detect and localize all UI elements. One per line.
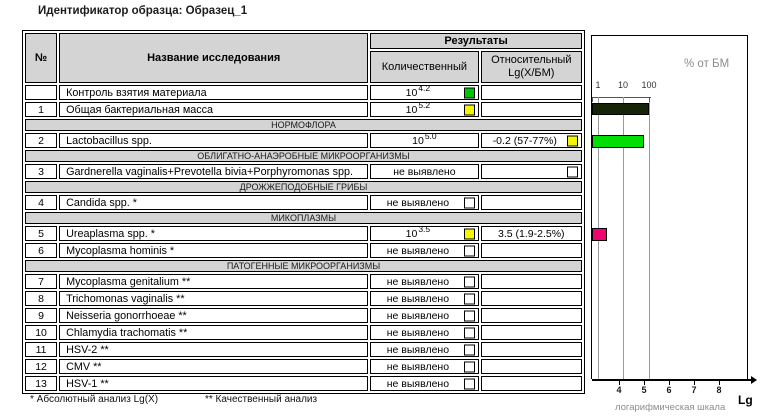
section-row (25, 119, 582, 131)
exponent: 5.0 (424, 131, 437, 141)
table-row (25, 376, 582, 391)
relative-value (481, 308, 582, 323)
value-text: не выявлено (386, 275, 450, 288)
table-row (25, 274, 582, 289)
lg-axis-tick-label: 5 (641, 385, 647, 395)
value-text: не выявлено (386, 360, 450, 373)
test-name: Mycoplasma hominis * (59, 243, 368, 258)
white-marker-icon (464, 276, 475, 287)
row-number: 3 (25, 164, 57, 179)
value-text: -0.2 (57-77%) (492, 134, 557, 147)
test-name: Candida spp. * (59, 195, 368, 210)
top-scale-tick (649, 97, 650, 102)
white-marker-icon (464, 310, 475, 321)
value-text: не выявлено (386, 377, 450, 390)
table-row (25, 308, 582, 323)
white-marker-icon (464, 327, 475, 338)
test-name: Trichomonas vaginalis ** (59, 291, 368, 306)
table-row (25, 102, 582, 117)
column-header-relative: Относительный Lg(X/БМ) (481, 51, 582, 83)
row-number: 13 (25, 376, 57, 391)
lg-axis-tick-label: 6 (666, 385, 672, 395)
row-number: 11 (25, 342, 57, 357)
chart-bar (592, 135, 644, 148)
test-name: Lactobacillus spp. (59, 133, 368, 148)
quantitative-value (370, 164, 478, 179)
relative-value (481, 102, 582, 117)
quantitative-value (370, 325, 478, 340)
column-header-results: Результаты (370, 33, 582, 49)
yellow-marker-icon (464, 228, 475, 239)
value-text: не выявлено (386, 244, 450, 257)
table-row (25, 164, 582, 179)
row-number: 7 (25, 274, 57, 289)
section-label: НОРМОФЛОРА (25, 119, 582, 131)
lg-axis-unit-label: Lg (738, 393, 753, 407)
test-name: Общая бактериальная масса (59, 102, 368, 117)
top-scale-tick-label: 1 (595, 80, 601, 90)
row-number: 1 (25, 102, 57, 117)
table-row (25, 133, 582, 148)
value-text: $10^{3.5}$ (405, 224, 431, 240)
results-table-body (25, 85, 582, 391)
white-marker-icon (464, 378, 475, 389)
lg-axis-line (592, 379, 752, 381)
relative-value (481, 291, 582, 306)
table-row (25, 226, 582, 241)
quantitative-value (370, 291, 478, 306)
yellow-marker-icon (464, 104, 475, 115)
value-text: 3.5 (1.9-2.5%) (498, 227, 565, 240)
relative-value (481, 164, 582, 179)
value-text: не выявлено (386, 343, 450, 356)
value-text: не выявлено (386, 326, 450, 339)
green-marker-icon (464, 87, 475, 98)
row-number: 8 (25, 291, 57, 306)
row-number: 2 (25, 133, 57, 148)
test-name: HSV-2 ** (59, 342, 368, 357)
section-row (25, 181, 582, 193)
relative-value (481, 85, 582, 100)
column-header-name: Название исследования (59, 33, 368, 83)
white-marker-icon (464, 245, 475, 256)
value-text: не выявлено (393, 165, 456, 178)
quantitative-value (370, 243, 478, 258)
quantitative-value (370, 102, 478, 117)
footnote-qualitative-analysis: ** Качественный анализ (205, 394, 318, 405)
row-number: 6 (25, 243, 57, 258)
relative-value (481, 359, 582, 374)
row-number: 4 (25, 195, 57, 210)
test-name: Mycoplasma genitalium ** (59, 274, 368, 289)
chart-title: % от БМ (684, 58, 730, 70)
value-text: не выявлено (386, 292, 450, 305)
column-header-quantitative: Количественный (370, 51, 478, 83)
percent-chart-panel (591, 35, 753, 413)
relative-value (481, 226, 582, 241)
value-text: не выявлено (386, 196, 450, 209)
chart-bar (592, 103, 649, 115)
white-marker-icon (464, 197, 475, 208)
relative-value (481, 376, 582, 391)
table-row (25, 342, 582, 357)
quantitative-value (370, 274, 478, 289)
yellow-marker-icon (567, 135, 578, 146)
test-name: Ureaplasma spp. * (59, 226, 368, 241)
exponent: 5.2 (418, 100, 431, 110)
white-marker-icon (464, 344, 475, 355)
quantitative-value (370, 308, 478, 323)
lg-axis-tick-label: 8 (716, 385, 722, 395)
quantitative-value (370, 195, 478, 210)
quantitative-value (370, 342, 478, 357)
white-marker-icon (464, 361, 475, 372)
table-row (25, 359, 582, 374)
percent-gridline (649, 97, 650, 379)
row-number: 10 (25, 325, 57, 340)
test-name: Gardnerella vaginalis+Prevotella bivia+Porphyromonas spp. (59, 164, 368, 179)
test-name: Chlamydia trachomatis ** (59, 325, 368, 340)
relative-value (481, 274, 582, 289)
section-label: ОБЛИГАТНО-АНАЭРОБНЫЕ МИКРООРГАНИЗМЫ (25, 150, 582, 162)
section-label: МИКОПЛАЗМЫ (25, 212, 582, 224)
section-label: ДРОЖЖЕПОДОБНЫЕ ГРИБЫ (25, 181, 582, 193)
value-text: $10^{5.2}$ (405, 100, 431, 116)
chart-bar (592, 228, 607, 241)
footnote-absolute-analysis: * Абсолютный анализ Lg(X) (30, 394, 159, 405)
white-marker-icon (567, 166, 578, 177)
value-text: не выявлено (386, 309, 450, 322)
lg-axis-tick-label: 4 (616, 385, 622, 395)
quantitative-value (370, 359, 478, 374)
top-scale-axis (592, 97, 651, 98)
test-name: HSV-1 ** (59, 376, 368, 391)
row-number: 5 (25, 226, 57, 241)
section-row (25, 212, 582, 224)
table-row (25, 243, 582, 258)
test-name: Neisseria gonorrhoeae ** (59, 308, 368, 323)
top-scale-tick-label: 100 (641, 80, 657, 90)
section-row (25, 260, 582, 272)
quantitative-value (370, 376, 478, 391)
table-row (25, 325, 582, 340)
axis-caption: логарифмическая шкала (615, 402, 726, 413)
relative-value (481, 195, 582, 210)
row-number: 12 (25, 359, 57, 374)
section-label: ПАТОГЕННЫЕ МИКРООРГАНИЗМЫ (25, 260, 582, 272)
test-name: Контроль взятия материала (59, 85, 368, 100)
test-name: CMV ** (59, 359, 368, 374)
top-scale-tick (592, 97, 593, 102)
value-text: $10^{4.2}$ (405, 83, 431, 99)
table-row (25, 85, 582, 100)
value-text: $10^{5.0}$ (412, 131, 437, 147)
exponent: 4.2 (418, 83, 431, 93)
relative-value (481, 243, 582, 258)
relative-value (481, 342, 582, 357)
axis-arrow-icon (751, 376, 757, 384)
quantitative-value (370, 226, 478, 241)
relative-value (481, 133, 582, 148)
table-row (25, 195, 582, 210)
lg-axis-tick-label: 7 (691, 385, 697, 395)
table-row (25, 291, 582, 306)
quantitative-value (370, 133, 478, 148)
column-header-number: № (25, 33, 57, 83)
row-number (25, 85, 57, 100)
exponent: 3.5 (418, 224, 431, 234)
page-title: Идентификатор образца: Образец_1 (38, 5, 248, 17)
header-row-1 (25, 33, 582, 49)
quantitative-value (370, 85, 478, 100)
results-table (22, 30, 585, 394)
relative-value (481, 325, 582, 340)
row-number: 9 (25, 308, 57, 323)
top-scale-tick-label: 10 (617, 80, 629, 90)
white-marker-icon (464, 293, 475, 304)
section-row (25, 150, 582, 162)
